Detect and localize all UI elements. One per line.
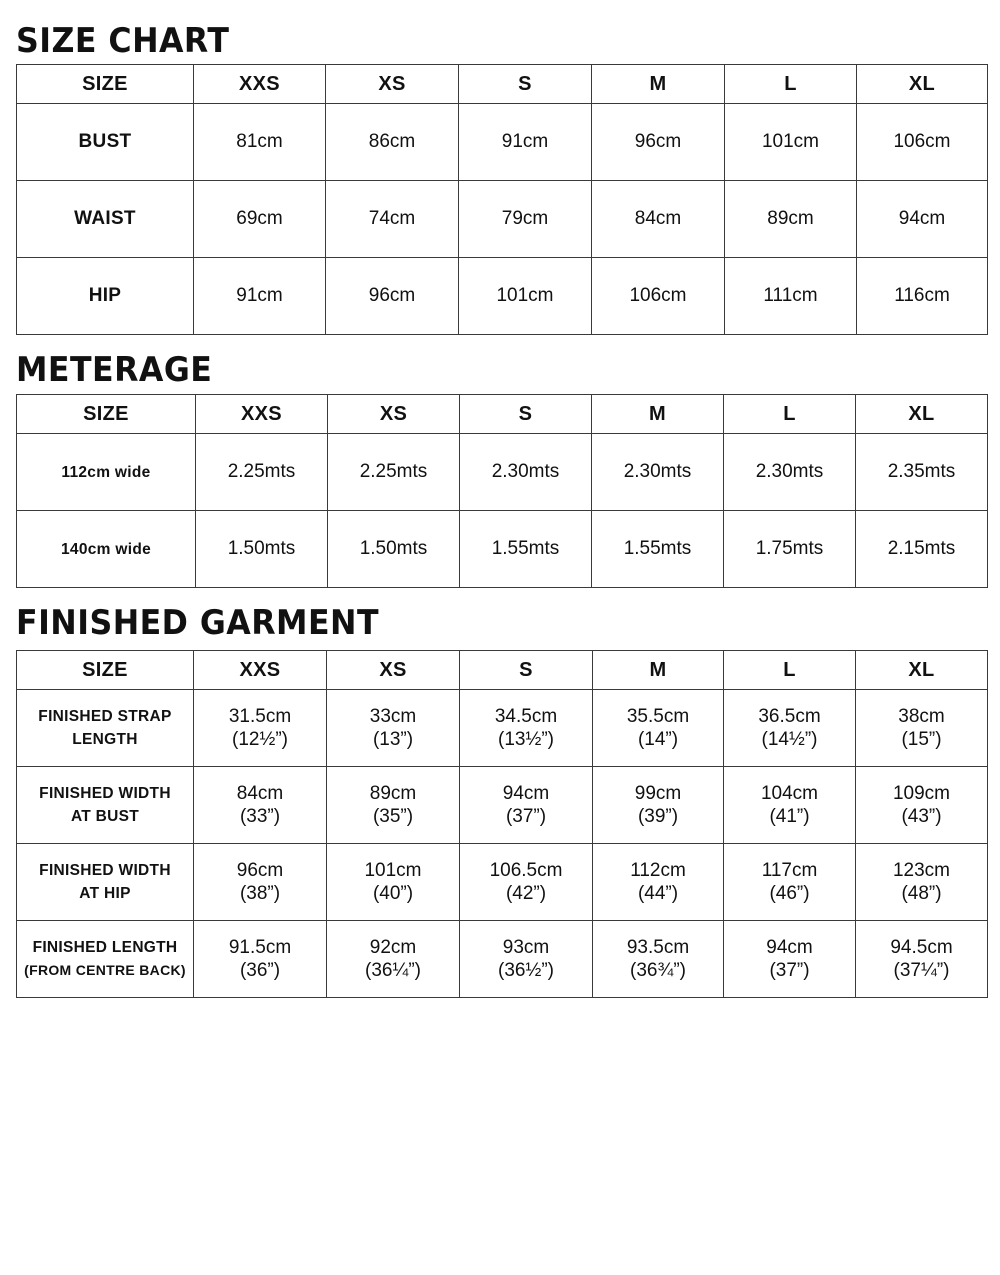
table-cell: 1.50mts [196,511,328,588]
table-cell: 1.55mts [592,511,724,588]
cm-value: 35.5cm [626,706,690,727]
table-cell [460,921,593,998]
table-cell [327,767,460,844]
inch-value: (48”) [901,883,942,904]
cm-value: 33cm [369,706,417,727]
cm-value: 106.5cm [489,860,563,881]
inch-value: (14”) [637,729,679,750]
meterage-header-row [17,395,988,434]
header-cell: L [725,65,857,104]
size-chart-header-row [17,65,988,104]
header-cell: S [460,651,593,690]
inch-value: (36½”) [498,960,554,981]
size-chart-table [16,64,988,335]
size-chart-title: SIZE CHART [16,21,230,61]
table-cell: 2.30mts [460,434,592,511]
inch-value: (13”) [372,729,414,750]
inch-value: (13½”) [498,729,554,750]
table-cell [327,844,460,921]
inch-value: (14½”) [761,729,818,750]
table-row [17,767,988,844]
cm-value: 89cm [369,783,417,804]
inch-value: (15”) [901,729,942,750]
inch-value: (35”) [372,806,414,827]
table-cell [724,767,856,844]
table-cell: 106cm [857,104,988,181]
cm-value: 104cm [760,783,819,804]
inch-value: (36”) [239,960,281,981]
inch-value: (33”) [239,806,281,827]
table-cell [194,690,327,767]
table-cell: 2.25mts [328,434,460,511]
table-cell [856,844,988,921]
cm-value: 93cm [502,937,550,958]
table-cell [593,767,724,844]
inch-value: (37¼”) [893,960,950,981]
cm-value: 101cm [364,860,422,881]
table-cell: 91cm [194,258,326,335]
table-cell [724,844,856,921]
table-cell [194,844,327,921]
table-cell: 96cm [592,104,725,181]
header-cell: L [724,651,856,690]
table-cell: 94cm [857,181,988,258]
table-cell: 96cm [326,258,459,335]
row-label-hip: HIP [17,258,194,335]
row-label-line: LENGTH [72,731,138,748]
finished-garment-header-row [17,651,988,690]
finished-garment-table [16,650,988,998]
row-label-finished-length [17,921,194,998]
header-cell: M [593,651,724,690]
cm-value: 117cm [761,860,818,881]
table-cell: 91cm [459,104,592,181]
cm-value: 84cm [236,783,284,804]
meterage-table [16,394,988,588]
cm-value: 99cm [634,783,682,804]
table-cell: 81cm [194,104,326,181]
row-label-line: AT HIP [79,885,131,902]
table-row [17,921,988,998]
table-cell [856,690,988,767]
meterage-title: METERAGE [16,350,213,390]
table-cell [724,690,856,767]
table-cell [856,921,988,998]
header-cell: S [460,395,592,434]
cm-value: 91.5cm [228,937,292,958]
header-cell: XS [326,65,459,104]
table-cell: 2.35mts [856,434,988,511]
inch-value: (38”) [239,883,281,904]
row-label-finished-width-at-hip [17,844,194,921]
table-cell: 74cm [326,181,459,258]
table-row [17,844,988,921]
inch-value: (37”) [505,806,547,827]
header-cell: XL [856,395,988,434]
table-cell [724,921,856,998]
table-row [17,104,988,181]
inch-value: (46”) [769,883,810,904]
cm-value: 96cm [236,860,284,881]
header-cell: XS [328,395,460,434]
table-cell: 2.25mts [196,434,328,511]
row-label-line: FINISHED LENGTH [32,939,178,956]
header-cell: XXS [194,651,327,690]
table-cell: 2.30mts [592,434,724,511]
table-cell: 2.30mts [724,434,856,511]
table-cell [194,767,327,844]
header-cell: XXS [196,395,328,434]
table-cell: 106cm [592,258,725,335]
table-row [17,258,988,335]
inch-value: (36¼”) [365,960,421,981]
table-cell [593,844,724,921]
table-cell: 1.50mts [328,511,460,588]
finished-garment-title: FINISHED GARMENT [16,603,380,643]
table-cell: 79cm [459,181,592,258]
row-label-112cm-wide: 112cm wide [17,434,196,511]
cm-value: 112cm [630,860,686,881]
row-label-bust: BUST [17,104,194,181]
table-cell [460,767,593,844]
table-cell: 2.15mts [856,511,988,588]
row-label-140cm-wide: 140cm wide [17,511,196,588]
table-cell: 101cm [725,104,857,181]
cm-value: 94cm [766,937,813,958]
table-cell [856,767,988,844]
header-cell: L [724,395,856,434]
table-cell: 1.55mts [460,511,592,588]
header-cell: SIZE [17,395,196,434]
header-cell: SIZE [17,651,194,690]
cm-value: 93.5cm [626,937,690,958]
header-cell: XL [857,65,988,104]
table-cell [460,844,593,921]
table-cell: 111cm [725,258,857,335]
cm-value: 36.5cm [758,706,821,727]
header-cell: M [592,65,725,104]
row-label-finished-strap-length [17,690,194,767]
header-cell: XS [327,651,460,690]
inch-value: (39”) [637,806,679,827]
row-label-line: (FROM CENTRE BACK) [24,962,186,978]
inch-value: (40”) [372,883,414,904]
table-row [17,690,988,767]
row-label-line: AT BUST [70,808,140,825]
row-label-line: FINISHED WIDTH [39,785,171,802]
header-cell: XL [856,651,988,690]
inch-value: (36¾”) [630,960,686,981]
row-label-waist: WAIST [17,181,194,258]
inch-value: (12½”) [232,729,288,750]
table-row [17,434,988,511]
row-label-finished-width-at-bust [17,767,194,844]
inch-value: (42”) [505,883,547,904]
inch-value: (41”) [769,806,810,827]
header-cell: SIZE [17,65,194,104]
header-cell: S [459,65,592,104]
table-cell [593,690,724,767]
table-cell [593,921,724,998]
cm-value: 34.5cm [494,706,558,727]
table-cell: 116cm [857,258,988,335]
header-cell: XXS [194,65,326,104]
cm-value: 92cm [369,937,417,958]
table-cell: 101cm [459,258,592,335]
table-cell: 86cm [326,104,459,181]
cm-value: 38cm [898,706,945,727]
cm-value: 31.5cm [228,706,292,727]
table-cell: 89cm [725,181,857,258]
row-label-line: FINISHED WIDTH [39,862,171,879]
table-row [17,181,988,258]
cm-value: 123cm [892,860,951,881]
table-cell [194,921,327,998]
row-label-line: FINISHED STRAP [38,708,172,725]
table-row [17,511,988,588]
cm-value: 94.5cm [890,937,953,958]
cm-value: 94cm [502,783,550,804]
inch-value: (44”) [637,883,679,904]
inch-value: (37”) [769,960,810,981]
inch-value: (43”) [901,806,942,827]
table-cell: 69cm [194,181,326,258]
header-cell: M [592,395,724,434]
table-cell [327,690,460,767]
table-cell: 84cm [592,181,725,258]
cm-value: 109cm [892,783,951,804]
table-cell: 1.75mts [724,511,856,588]
table-cell [327,921,460,998]
table-cell [460,690,593,767]
